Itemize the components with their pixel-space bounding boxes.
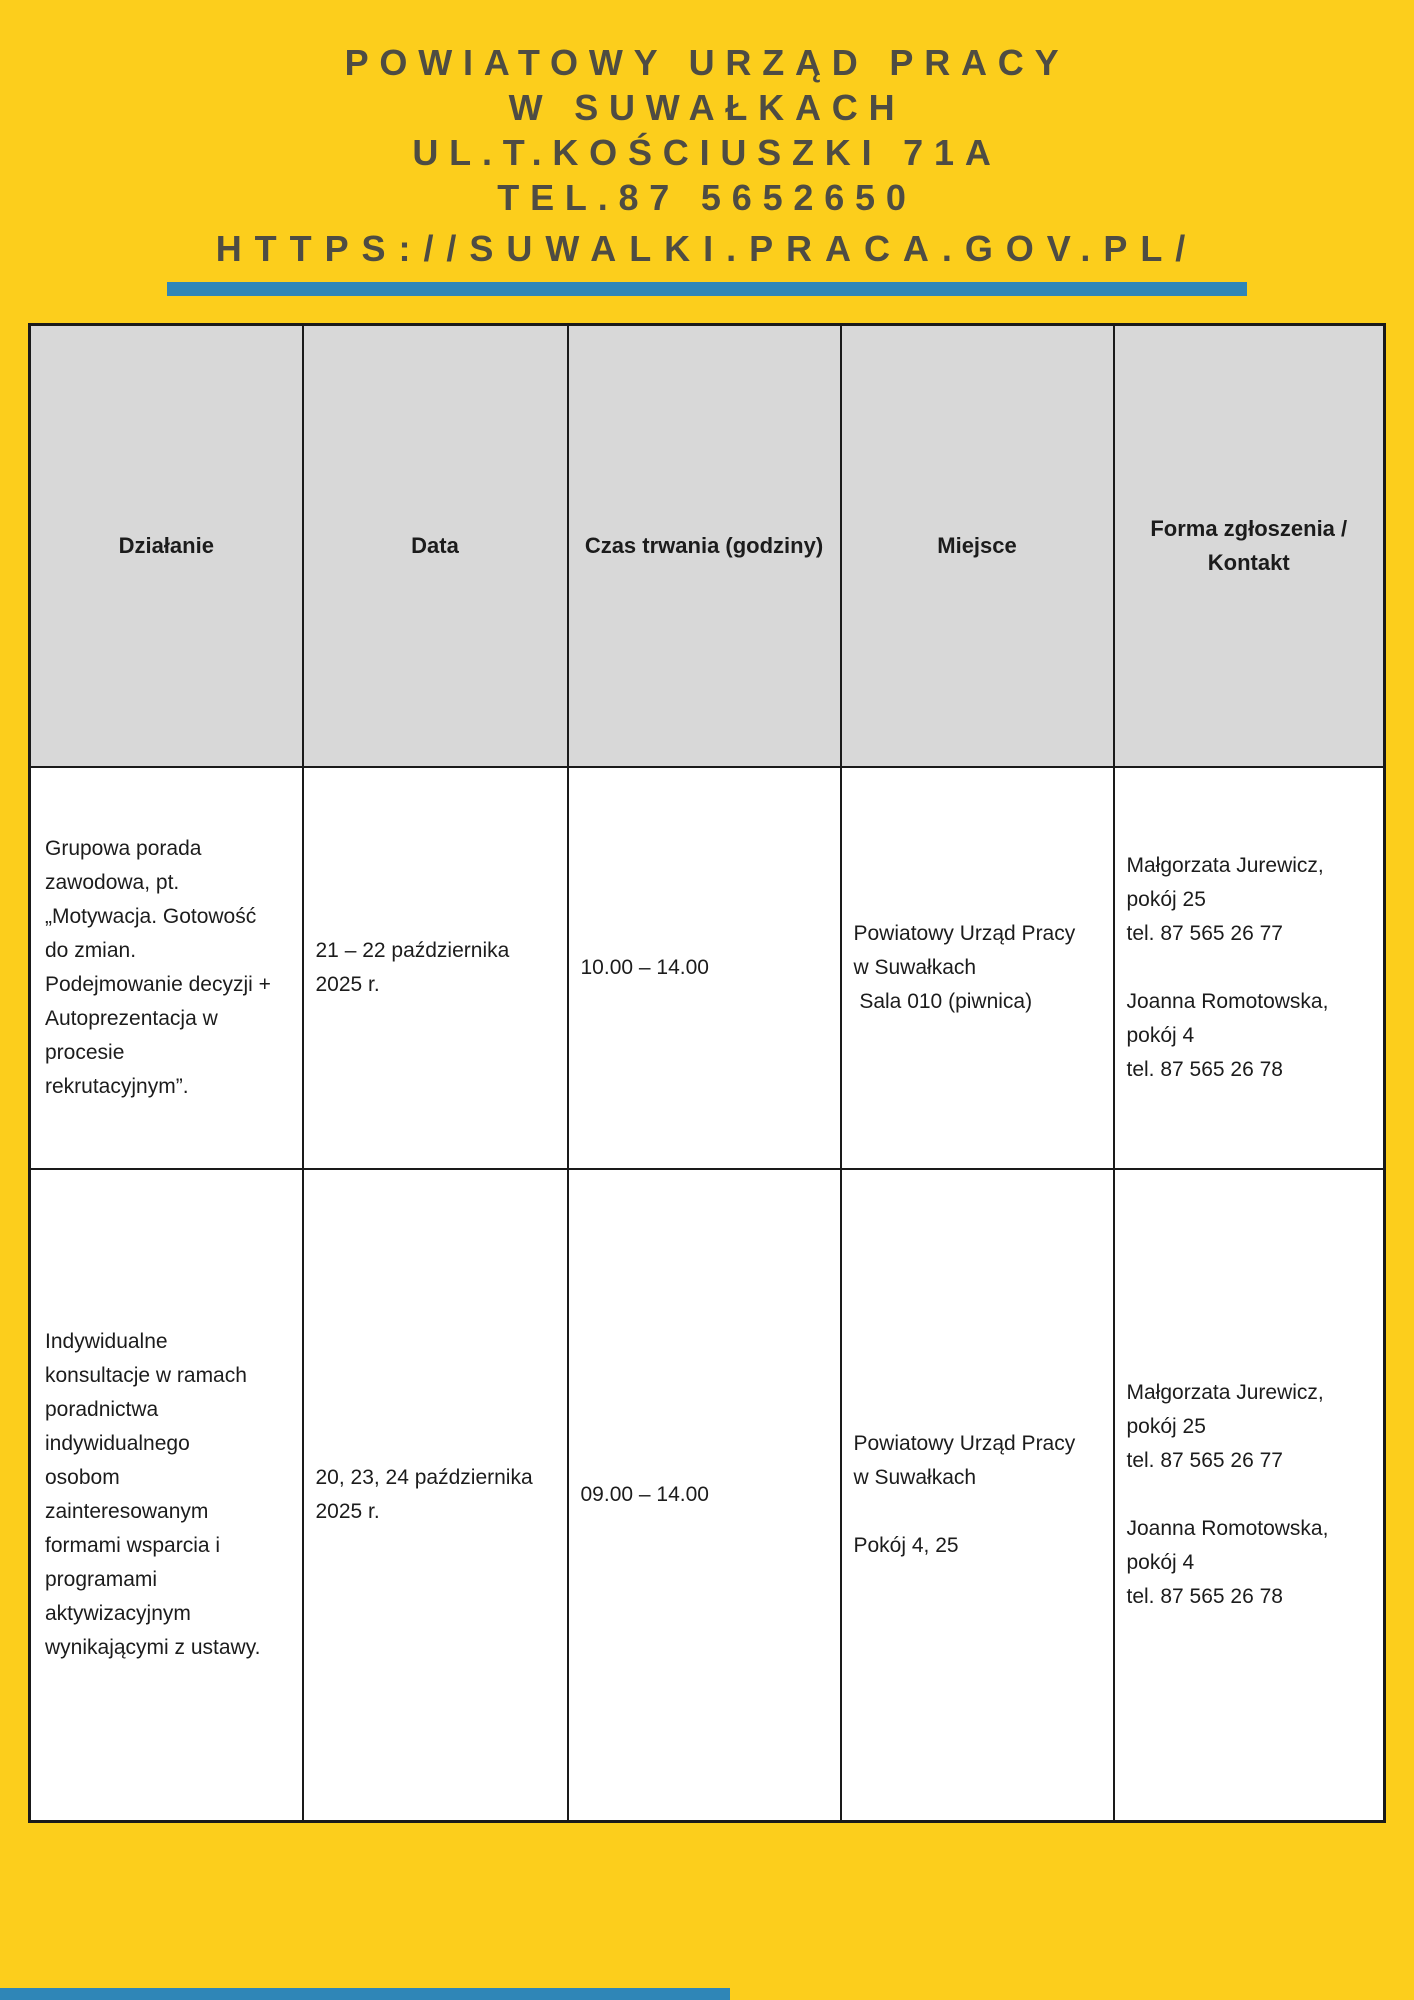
column-header-forma-zgloszenia: Forma zgłoszenia / Kontakt [1114, 325, 1385, 768]
footer-accent-bar [0, 1988, 730, 2000]
org-phone-line: TEL.87 5652650 [497, 177, 917, 218]
table-row [30, 767, 1385, 1169]
cell-kontakt: Małgorzata Jurewicz, pokój 25 tel. 87 565 26 77 Joanna Romotowska, pokój 4 tel. 87 565 26 78 [1114, 767, 1385, 1169]
cell-data: 21 – 22 października 2025 r. [303, 767, 568, 1169]
org-city-line: W SUWAŁKACH [508, 87, 906, 128]
cell-data: 20, 23, 24 października 2025 r. [303, 1169, 568, 1822]
flyer-header [0, 0, 1414, 271]
schedule-table [28, 323, 1386, 1823]
website-url: HTTPS://SUWALKI.PRACA.GOV.PL/ [215, 228, 1199, 269]
column-header-dzialanie: Działanie [30, 325, 303, 768]
org-street-line: UL.T.KOŚCIUSZKI 71A [412, 132, 1002, 173]
cell-dzialanie: Indywidualne konsultacje w ramach poradnictwa indywidualnego osobom zainteresowanym formami wsparcia i programami aktywizacyjnym wynikającymi z ustawy. [30, 1169, 303, 1822]
column-header-miejsce: Miejsce [841, 325, 1114, 768]
column-header-data: Data [303, 325, 568, 768]
cell-kontakt: Małgorzata Jurewicz, pokój 25 tel. 87 565 26 77 Joanna Romotowska, pokój 4 tel. 87 565 26 78 [1114, 1169, 1385, 1822]
cell-czas-trwania: 09.00 – 14.00 [568, 1169, 841, 1822]
cell-miejsce: Powiatowy Urząd Pracy w Suwałkach Pokój 4, 25 [841, 1169, 1114, 1822]
column-header-czas-trwania: Czas trwania (godziny) [568, 325, 841, 768]
header-divider-bar [167, 282, 1247, 296]
cell-czas-trwania: 10.00 – 14.00 [568, 767, 841, 1169]
table-header-row [30, 325, 1385, 768]
org-name-line: POWIATOWY URZĄD PRACY [344, 42, 1070, 83]
cell-dzialanie: Grupowa porada zawodowa, pt. „Motywacja. Gotowość do zmian. Podejmowanie decyzji + Autoprezentacja w procesie rekrutacyjnym”. [30, 767, 303, 1169]
table-row [30, 1169, 1385, 1822]
cell-miejsce: Powiatowy Urząd Pracy w Suwałkach Sala 010 (piwnica) [841, 767, 1114, 1169]
